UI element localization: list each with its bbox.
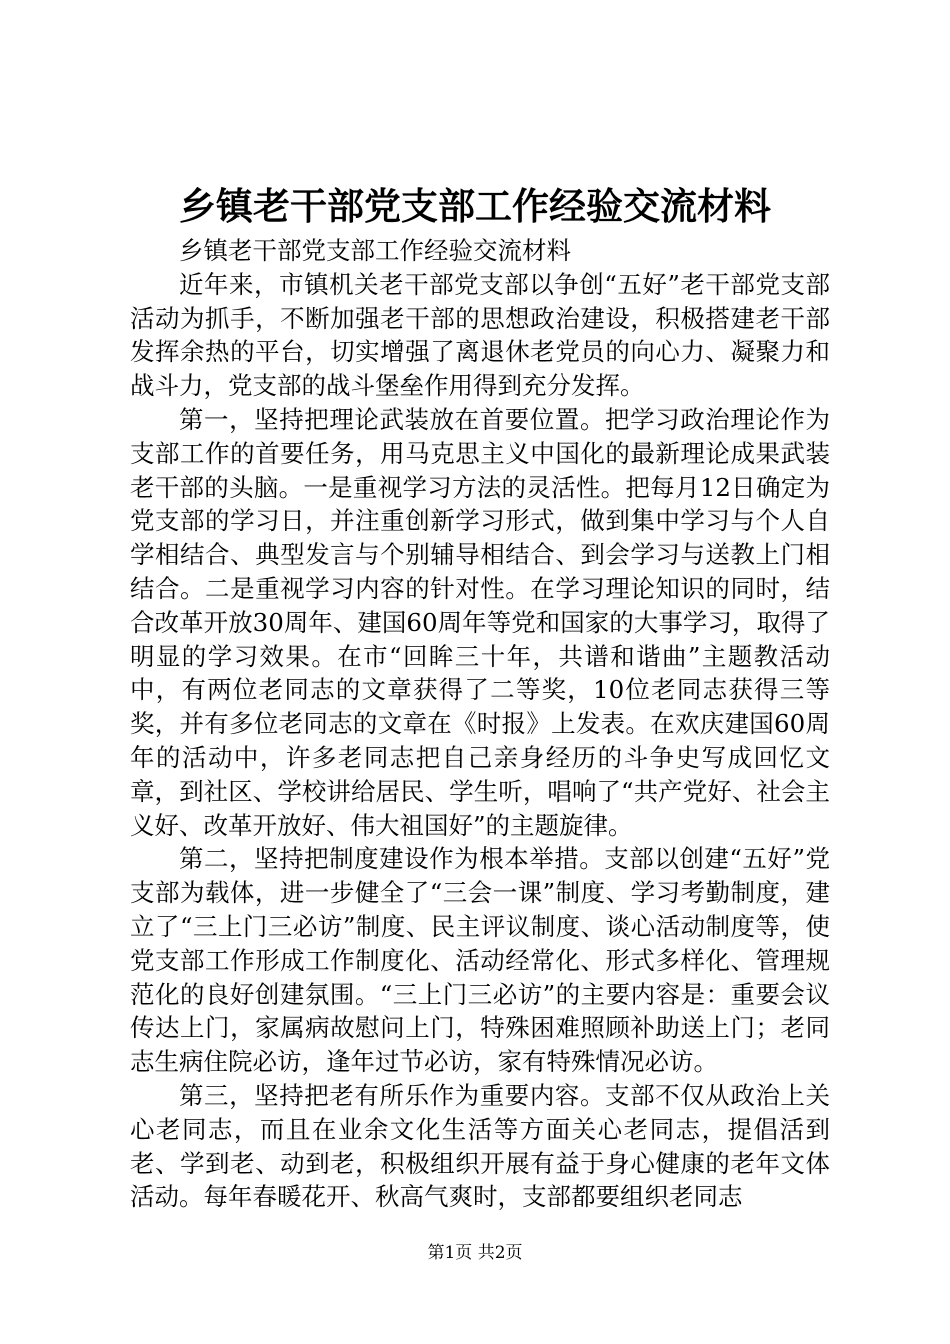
paragraph-second: 第二，坚持把制度建设作为根本举措。支部以创建“五好”党支部为载体，进一步健全了“三会一课”制度、学习考勤制度，建立了“三上门三必访”制度、民主评议制度、谈心活动制度等，使党支部工作形成工作制度化、活动经常化、形式多样化、管理规范化的良好创建氛围。“三上门三必访”的主要内容是：重要会议传达上门，家属病故慰问上门，特殊困难照顾补助送上门；老同志生病住院必访，逢年过节必访，家有特殊情况必访。: [130, 844, 830, 1077]
document-title: 乡镇老干部党支部工作经验交流材料: [179, 184, 771, 228]
paragraph-first: 第一，坚持把理论武装放在首要位置。把学习政治理论作为支部工作的首要任务，用马克思主义中国化的最新理论成果武装老干部的头脑。一是重视学习方法的灵活性。把每月12日确定为党支部的学习日，并注重创新学习形式，做到集中学习与个人自学相结合、典型发言与个别辅导相结合、到会学习与送教上门相结合。二是重视学习内容的针对性。在学习理论知识的同时，结合改革开放30周年、建国60周年等党和国家的大事学习，取得了明显的学习效果。在市“回眸三十年，共谱和谐曲”主题教活动中，有两位老同志的文章获得了二等奖，10位老同志获得三等奖，并有多位老同志的文章在《时报》上发表。在欢庆建国60周年的活动中，许多老同志把自己亲身经历的斗争史写成回忆文章，到社区、学校讲给居民、学生听，唱响了“共产党好、社会主义好、改革开放好、伟大祖国好”的主题旋律。: [130, 404, 830, 840]
paragraph-third: 第三，坚持把老有所乐作为重要内容。支部不仅从政治上关心老同志，而且在业余文化生活等方面关心老同志，提倡活到老、学到老、动到老，积极组织开展有益于身心健康的老年文体活动。每年春暖花开、秋高气爽时，支部都要组织老同志: [130, 1080, 830, 1212]
page-number: 第1页 共2页: [427, 1243, 523, 1263]
document-body: [130, 234, 830, 1214]
document-subtitle: 乡镇老干部党支部工作经验交流材料: [179, 236, 571, 265]
paragraph-intro: 近年来，市镇机关老干部党支部以争创“五好”老干部党支部活动为抓手，不断加强老干部的思想政治建设，积极搭建老干部发挥余热的平台，切实增强了离退休老党员的向心力、凝聚力和战斗力，党支部的战斗堡垒作用得到充分发挥。: [130, 269, 830, 401]
